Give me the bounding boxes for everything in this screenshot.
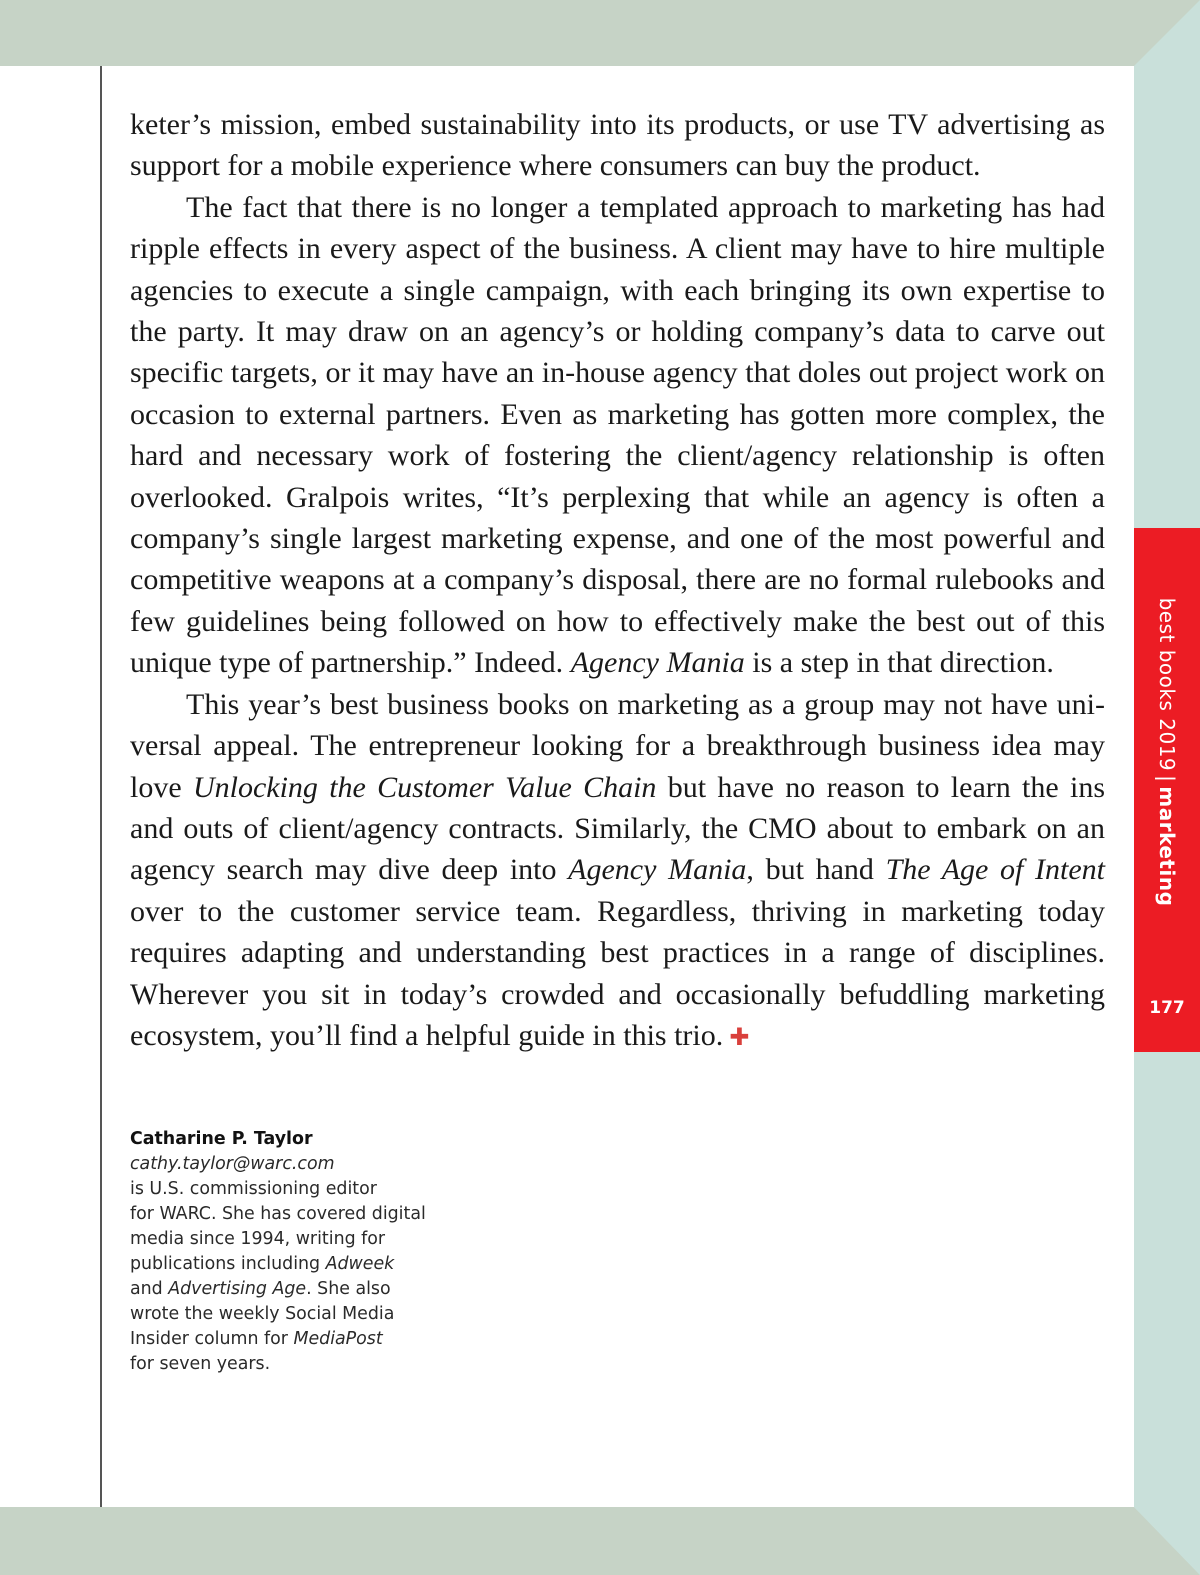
paragraph-2-end: is a step in that direction.	[752, 646, 1054, 680]
section-label: marketing	[1155, 786, 1179, 907]
paragraph-3-text: This year’s best business books on marketing as a group may not have universal appeal. The entrepreneur looking for a breakthrough business idea may love	[130, 687, 1105, 804]
book-title-age-of-intent: The Age of Intent	[885, 853, 1105, 887]
article-body	[130, 104, 1105, 1058]
end-of-article-icon: ✚	[729, 1022, 750, 1051]
series-label: best books 2019	[1155, 597, 1179, 772]
publication-mediapost: MediaPost	[293, 1329, 383, 1349]
bio-line-7: Insider column for MediaPost	[130, 1329, 383, 1349]
paragraph-3-text-4: over to the customer service team. Regardless, thriving in marketing today requires adapting and understanding best practices in a range of disciplines. Wherever you sit in today’s crowded and occasionally befuddling marketing ecosystem, you’ll find a helpful guide in this trio.	[130, 894, 1105, 1052]
section-tab	[1134, 528, 1200, 1052]
bio-line-6: wrote the weekly Social Media	[130, 1304, 395, 1324]
paragraph-3	[130, 684, 1105, 1059]
paragraph-2	[130, 187, 1105, 684]
author-bio	[130, 1127, 450, 1377]
bio-line-8: for seven years.	[130, 1354, 271, 1374]
book-title-agency-mania: Agency Mania	[570, 646, 745, 680]
paragraph-2-text: The fact that there is no longer a templated approach to marketing has had ripple effects in every aspect of the business. A client may have to hire multiple agencies to execute a single campaign, with each bringing its own expertise to the party. It may draw on an agency’s or holding company’s data to carve out specific targets, or it may have an in-house agency that doles out project work on occasion to external partners. Even as marketing has gotten more complex, the hard and necessary work of fostering the client/agency relationship is often overlooked. Gralpois writes, “It’s perplexing that while an agency is often a company’s single largest marketing expense, and one of the most powerful and competitive weapons at a company’s disposal, there are no formal rulebooks and few guidelines being followed on how to effectively make the best out of this unique type of partnership.” Indeed.	[130, 190, 1105, 680]
bio-line-1: is U.S. commissioning editor	[130, 1179, 377, 1199]
bio-line-4: publications including Adweek	[130, 1254, 395, 1274]
author-name: Catharine P. Taylor	[130, 1129, 313, 1149]
book-title-agency-mania-2: Agency Mania	[568, 853, 747, 887]
top-border-band	[0, 0, 1200, 66]
bio-line-2: for WARC. She has covered digital	[130, 1204, 426, 1224]
paragraph-3-text-2: but have no reason to learn the ins and outs of client/agency contracts. Similarly, the CMO about to embark on an agency search may dive deep into	[130, 770, 1105, 887]
left-margin-rule	[100, 66, 102, 1507]
book-title-customer-value-chain: Unlocking the Customer Value Chain	[192, 770, 657, 804]
bio-line-3: media since 1994, writing for	[130, 1229, 386, 1249]
top-right-corner-bevel	[1134, 0, 1200, 66]
bottom-right-corner-bevel	[1134, 1507, 1200, 1575]
bottom-border-band	[0, 1507, 1200, 1575]
author-email-link[interactable]: cathy.taylor@warc.com	[130, 1154, 335, 1174]
publication-advertising-age: Advertising Age	[168, 1279, 307, 1299]
section-tab-label	[1134, 582, 1200, 922]
page-number: 177	[1149, 998, 1185, 1018]
paragraph-3-text-3: , but hand	[746, 853, 874, 887]
bio-line-5: and Advertising Age. She also	[130, 1279, 391, 1299]
series-separator: |	[1155, 775, 1179, 783]
publication-adweek: Adweek	[325, 1254, 395, 1274]
paragraph-1: keter’s mission, embed sustainability into its products, or use TV advertising as support for a mobile experience where consumers can buy the product.	[130, 108, 1105, 183]
